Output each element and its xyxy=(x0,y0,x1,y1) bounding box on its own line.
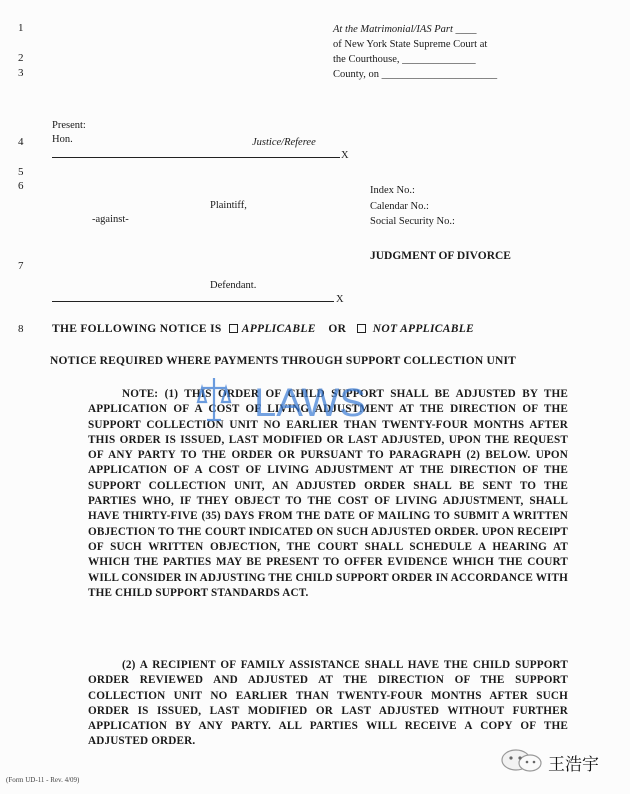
line-number: 6 xyxy=(18,180,24,192)
applicable-label: APPLICABLE xyxy=(241,323,316,335)
calendar-no-label: Calendar No.: xyxy=(370,201,429,212)
not-applicable-checkbox[interactable] xyxy=(357,324,366,333)
or-label: OR xyxy=(328,323,347,335)
wechat-account-name: 王浩宇 xyxy=(548,755,599,775)
court-line: County, on ______________________ xyxy=(333,69,498,80)
x-mark: X xyxy=(336,294,344,305)
defendant-label: Defendant. xyxy=(210,280,257,291)
caption-rule-bottom xyxy=(52,301,334,302)
laws-watermark-logo xyxy=(196,374,386,426)
notice-prefix: THE FOLLOWING NOTICE IS xyxy=(52,323,222,335)
line-number: 8 xyxy=(18,323,24,335)
document-title: JUDGMENT OF DIVORCE xyxy=(370,250,511,262)
notice-applicability xyxy=(52,323,474,335)
notice-required-heading: NOTICE REQUIRED WHERE PAYMENTS THROUGH SUPPORT COLLECTION UNIT xyxy=(50,355,517,367)
hon-label: Hon. xyxy=(52,134,73,145)
x-mark: X xyxy=(341,150,349,161)
plaintiff-label: Plaintiff, xyxy=(210,200,247,211)
justice-label: Justice/Referee xyxy=(252,137,316,148)
line-number: 2 xyxy=(18,52,24,64)
wechat-icon xyxy=(500,748,544,779)
court-line: of New York State Supreme Court at xyxy=(333,39,488,50)
court-line: the Courthouse, ______________ xyxy=(333,54,476,65)
form-footer: (Form UD-11 - Rev. 4/09) xyxy=(6,776,80,784)
line-number: 3 xyxy=(18,67,24,79)
present-label: Present: xyxy=(52,120,86,131)
line-number: 7 xyxy=(18,260,24,272)
note-paragraph-1: NOTE: (1) THIS ORDER OF CHILD SUPPORT SHALL BE ADJUSTED BY THE APPLICATION OF A COST OF LIVING ADJUSTMENT AT THE DIRECTION OF THE SUPPORT COLLECTION UNIT NO EARLIER THAN TWENTY-FOUR MONTHS AFTER THIS ORDER IS ISSUED, LAST MODIFIED OR LAST ADJUSTED, UPON THE REQUEST OF ANY PARTY TO THE ORDER OR PURSUANT TO PARAGRAPH (2) BELOW. UPON APPLICATION OF A COST OF LIVING ADJUSTMENT AT THE DIRECTION OF THE SUPPORT COLLECTION UNIT, AN ADJUSTED ORDER SHALL BE SENT TO THE PARTIES WHO, IF THEY OBJECT TO THE COST OF LIVING ADJUSTMENT, SHALL HAVE THIRTY-FIVE (35) DAYS FROM THE DATE OF MAILING TO SUBMIT A WRITTEN OBJECTION TO THE COURT INDICATED ON SUCH ADJUSTED ORDER. UPON RECEIPT OF SUCH WRITTEN OBJECTION, THE COURT SHALL SCHEDULE A HEARING AT WHICH THE PARTIES MAY BE PRESENT TO OFFER EVIDENCE WHICH THE COURT WILL CONSIDER IN ADJUSTING THE CHILD SUPPORT ORDER IN ACCORDANCE WITH THE CHILD SUPPORT STANDARDS ACT. xyxy=(88,388,568,599)
applicable-checkbox[interactable] xyxy=(229,324,238,333)
line-number: 4 xyxy=(18,136,24,148)
scales-icon xyxy=(196,374,386,426)
court-line: At the Matrimonial/IAS Part ____ xyxy=(333,24,477,35)
index-no-label: Index No.: xyxy=(370,185,415,196)
not-applicable-label: NOT APPLICABLE xyxy=(372,323,474,335)
watermark-text: LAWS xyxy=(254,381,366,425)
against-label: -against- xyxy=(92,214,129,225)
caption-rule-top xyxy=(52,157,340,158)
line-number: 5 xyxy=(18,166,24,178)
line-number: 1 xyxy=(18,22,24,34)
note-paragraph-2: (2) A RECIPIENT OF FAMILY ASSISTANCE SHALL HAVE THE CHILD SUPPORT ORDER REVIEWED AND ADJUSTED AT THE DIRECTION OF THE SUPPORT COLLECTION UNIT NO EARLIER THAN TWENTY-FOUR MONTHS AFTER SUCH ORDER IS ISSUED, LAST MODIFIED OR LAST ADJUSTED WITHOUT FURTHER APPLICATION BY ANY PARTY. ALL PARTIES WILL RECEIVE A COPY OF THE ADJUSTED ORDER. xyxy=(88,659,568,748)
ssn-label: Social Security No.: xyxy=(370,216,455,227)
court-header xyxy=(333,22,593,82)
